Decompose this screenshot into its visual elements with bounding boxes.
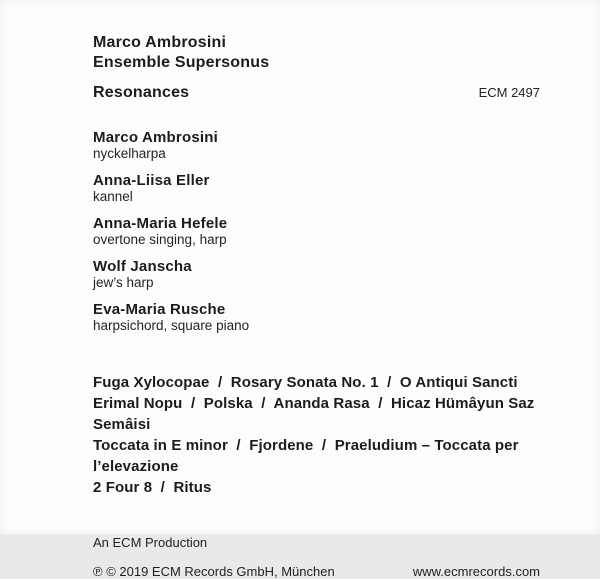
performer-instrument: nyckelharpa (93, 146, 166, 161)
performer-name: Wolf Janscha (93, 258, 192, 275)
track-line: Fuga Xylocopae / Rosary Sonata No. 1 / O Antiqui Sancti (93, 374, 518, 391)
performer-instrument: overtone singing, harp (93, 232, 227, 247)
artist-name-line2: Ensemble Supersonus (93, 54, 270, 71)
performer-list (93, 129, 540, 334)
artist-name-line1: Marco Ambrosini (93, 34, 227, 51)
performer-entry (93, 215, 540, 248)
artist-block (93, 33, 540, 73)
performer-instrument: jew’s harp (93, 275, 154, 290)
performer-name: Anna-Liisa Eller (93, 172, 210, 189)
website-url: www.ecmrecords.com (412, 564, 540, 579)
title-row (93, 84, 540, 102)
track-list (93, 372, 540, 498)
performer-instrument: kannel (93, 189, 133, 204)
production-credit: An ECM Production (93, 535, 208, 550)
performer-instrument: harpsichord, square piano (93, 318, 250, 333)
performer-name: Marco Ambrosini (93, 129, 218, 146)
performer-entry (93, 301, 540, 334)
performer-name: Anna-Maria Hefele (93, 215, 228, 232)
track-line: 2 Four 8 / Ritus (93, 479, 212, 496)
track-line: Toccata in E minor / Fjordene / Praeludium – Toccata per l’elevazione (93, 437, 523, 475)
performer-entry (93, 172, 540, 205)
cover-content (93, 0, 540, 579)
footer-row (93, 564, 540, 579)
album-title: Resonances (93, 84, 190, 101)
track-line: Erimal Nopu / Polska / Ananda Rasa / Hicaz Hümâyun Saz Semâisi (93, 395, 539, 433)
performer-name: Eva-Maria Rusche (93, 301, 226, 318)
performer-entry (93, 129, 540, 162)
performer-entry (93, 258, 540, 291)
catalog-number: ECM 2497 (478, 85, 540, 100)
copyright-notice: ℗ © 2019 ECM Records GmbH, München (93, 564, 335, 579)
